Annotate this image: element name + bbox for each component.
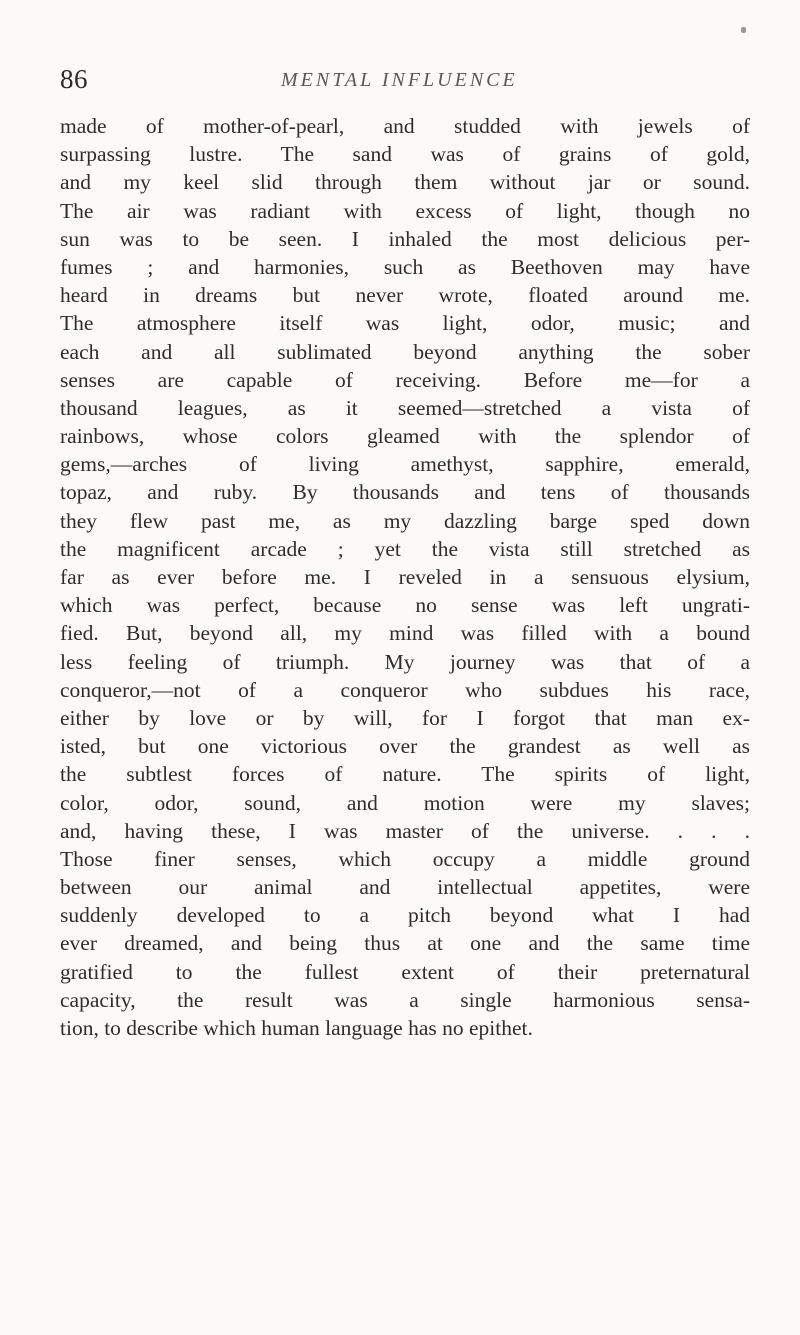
paper-speck [741,27,746,33]
text-line: heard in dreams but never wrote, floated around me. [60,283,750,308]
text-line: they flew past me, as my dazzling barge sped down [60,508,750,533]
text-line: made of mother-of-pearl, and studded with jewels of [60,114,750,138]
text-line: the magnificent arcade ; yet the vista still stretched as [60,536,750,561]
text-line: suddenly developed to a pitch beyond what I had [60,903,750,928]
text-line: far as ever before me. I reveled in a sensuous elysium, [60,565,750,589]
text-line: between our animal and intellectual appetites, were [60,875,750,900]
text-line: sun was to be seen. I inhaled the most delicious per- [60,226,750,251]
text-line: and my keel slid through them without jar or sound. [60,170,750,195]
text-line: ever dreamed, and being thus at one and the same time [60,931,750,956]
text-line: color, odor, sound, and motion were my slaves; [60,790,750,815]
text-line: conqueror,—not of a conqueror who subdues his race, [60,677,750,702]
text-line: The atmosphere itself was light, odor, music; and [60,311,750,336]
text-line: rainbows, whose colors gleamed with the splendor of [60,424,750,449]
page-number: 86 [60,64,88,94]
text-line: topaz, and ruby. By thousands and tens of thousands [60,480,750,505]
text-line: each and all sublimated beyond anything the sober [60,339,750,364]
text-line: the subtlest forces of nature. The spirits of light, [60,762,750,787]
running-title: MENTAL INFLUENCE [281,69,518,91]
text-line: less feeling of triumph. My journey was that of a [60,649,750,674]
text-line: either by love or by will, for I forgot that man ex- [60,705,750,730]
running-head [60,62,740,102]
text-line: isted, but one victorious over the grandest as well as [60,734,750,759]
text-line: and, having these, I was master of the universe. . . . [60,818,750,843]
text-line: gems,—arches of living amethyst, sapphire, emerald, [60,452,750,477]
text-line: capacity, the result was a single harmonious sensa- [60,987,750,1012]
text-line: thousand leagues, as it seemed—stretched a vista of [60,395,750,420]
text-line: fumes ; and harmonies, such as Beethoven may have [60,254,750,279]
text-line: tion, to describe which human language has no epithet. [60,1016,533,1040]
text-line: gratified to the fullest extent of their preternatural [60,959,750,984]
text-line: Those finer senses, which occupy a middle ground [60,846,750,871]
text-line: senses are capable of receiving. Before me—for a [60,367,750,392]
text-line: The air was radiant with excess of light, though no [60,198,750,223]
text-line: fied. But, beyond all, my mind was filled with a bound [60,621,750,646]
text-line: which was perfect, because no sense was left ungrati- [60,593,750,618]
text-line: surpassing lustre. The sand was of grains of gold, [60,142,750,167]
body-text [60,112,750,1042]
